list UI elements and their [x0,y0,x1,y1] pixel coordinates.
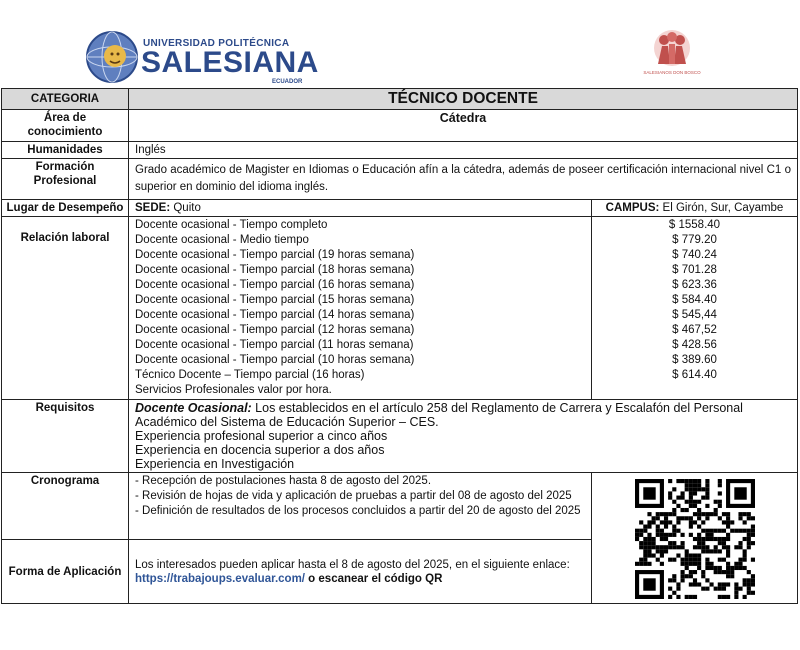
sede-value: Quito [173,202,201,214]
category-label: CATEGORIA [2,89,129,110]
apply-tail: o escanear el código QR [304,572,443,585]
schedule-label: Cronograma [2,473,129,540]
campus-value: El Girón, Sur, Cayambe [662,202,784,214]
training-label: Formación Profesional [2,159,129,200]
category-value: TÉCNICO DOCENTE [129,89,798,110]
salary-value: $ 614.40 [672,369,717,381]
requirements-text: Los establecidos en el artículo 258 del Reglamento de Carrera y Escalafón del Personal Académico del Sistema de Educación Superior – CES. [135,401,743,429]
requirement-item: Experiencia profesional superior a cinco años [135,429,388,443]
salary-value: $ 428.56 [672,339,717,351]
place-label: Lugar de Desempeño [2,200,129,217]
relation-type: Docente ocasional - Tiempo completo [135,219,328,231]
relation-type: Docente ocasional - Tiempo parcial (10 horas semana) [135,354,415,366]
area-row [2,110,798,142]
sede-label: SEDE: [135,202,171,214]
requirement-item: Experiencia en Investigación [135,457,295,471]
relation-row [2,217,798,400]
humanities-value: Inglés [129,142,798,159]
schedule-item: - Recepción de postulaciones hasta 8 de agosto del 2025. [135,475,432,487]
schedule-item: - Definición de resultados de los procesos concluidos a partir del 20 de agosto del 2025 [135,505,581,517]
salesianos-logo [643,28,701,86]
relation-type: Docente ocasional - Tiempo parcial (18 horas semana) [135,264,415,276]
relation-label: Relación laboral [2,217,129,400]
relation-type: Servicios Profesionales valor por hora. [135,384,332,396]
relation-type: Docente ocasional - Tiempo parcial (16 horas semana) [135,279,415,291]
area-label: Área de conocimiento [2,110,129,142]
training-value: Grado académico de Magister en Idiomas o Educación afín a la cátedra, además de poseer certificación internacional nivel C1 o superior en dominio del idioma inglés. [129,159,798,200]
category-row [2,89,798,110]
relation-type: Técnico Docente – Tiempo parcial (16 horas) [135,369,365,381]
area-value: Cátedra [129,110,798,142]
university-country-text: ECUADOR [272,79,303,85]
salesianos-emblem-icon [643,28,701,86]
schedule-row [2,473,798,540]
ups-logo [85,28,319,88]
relation-type: Docente ocasional - Tiempo parcial (19 horas semana) [135,249,415,261]
qr-code-icon[interactable] [635,479,755,599]
university-name-text: SALESIANA [141,46,319,79]
qr-code-cell [592,473,798,604]
salary-value: $ 545,44 [672,309,717,321]
relation-type: Docente ocasional - Tiempo parcial (14 horas semana) [135,309,415,321]
campus-cell [592,200,798,217]
salary-value: $ 701.28 [672,264,717,276]
apply-label: Forma de Aplicación [2,540,129,604]
requirements-row [2,400,798,473]
schedule-item: - Revisión de hojas de vida y aplicación de pruebas a partir del 08 de agosto del 2025 [135,490,572,502]
requirement-item: Experiencia en docencia superior a dos años [135,443,385,457]
salary-value: $ 779.20 [672,234,717,246]
relation-type: Docente ocasional - Tiempo parcial (15 horas semana) [135,294,415,306]
salesianos-caption: SALESIANOS DON BOSCO [643,70,701,75]
job-offer-table [1,88,798,604]
requirements-label: Requisitos [2,400,129,473]
salary-value: $ 467,52 [672,324,717,336]
humanities-label: Humanidades [2,142,129,159]
relation-type: Docente ocasional - Medio tiempo [135,234,309,246]
apply-text: Los interesados pueden aplicar hasta el 8 de agosto del 2025, en el siguiente enlace: [135,558,570,571]
salary-value: $ 389.60 [672,354,717,366]
schedule-cell [129,473,592,540]
salary-value: $ 740.24 [672,249,717,261]
campus-label: CAMPUS: [605,202,660,214]
salary-value: $ 584.40 [672,294,717,306]
document-header [0,0,800,88]
apply-cell [129,540,592,604]
requirements-lead: Docente Ocasional: [135,401,252,415]
place-row [2,200,798,217]
relation-type: Docente ocasional - Tiempo parcial (11 horas semana) [135,339,414,351]
requirements-cell [129,400,798,473]
globe-logo-icon [85,30,139,84]
relation-salaries [592,217,798,400]
sede-cell [129,200,592,217]
salary-value: $ 1558.40 [668,219,721,231]
training-row [2,159,798,200]
relation-types [129,217,592,400]
humanities-row [2,142,798,159]
salary-value: $ 623.36 [672,279,717,291]
apply-link[interactable]: https://trabajoups.evaluar.com/ [135,572,305,585]
university-small-text: UNIVERSIDAD POLITÉCNICA [143,38,290,49]
relation-type: Docente ocasional - Tiempo parcial (12 horas semana) [135,324,415,336]
